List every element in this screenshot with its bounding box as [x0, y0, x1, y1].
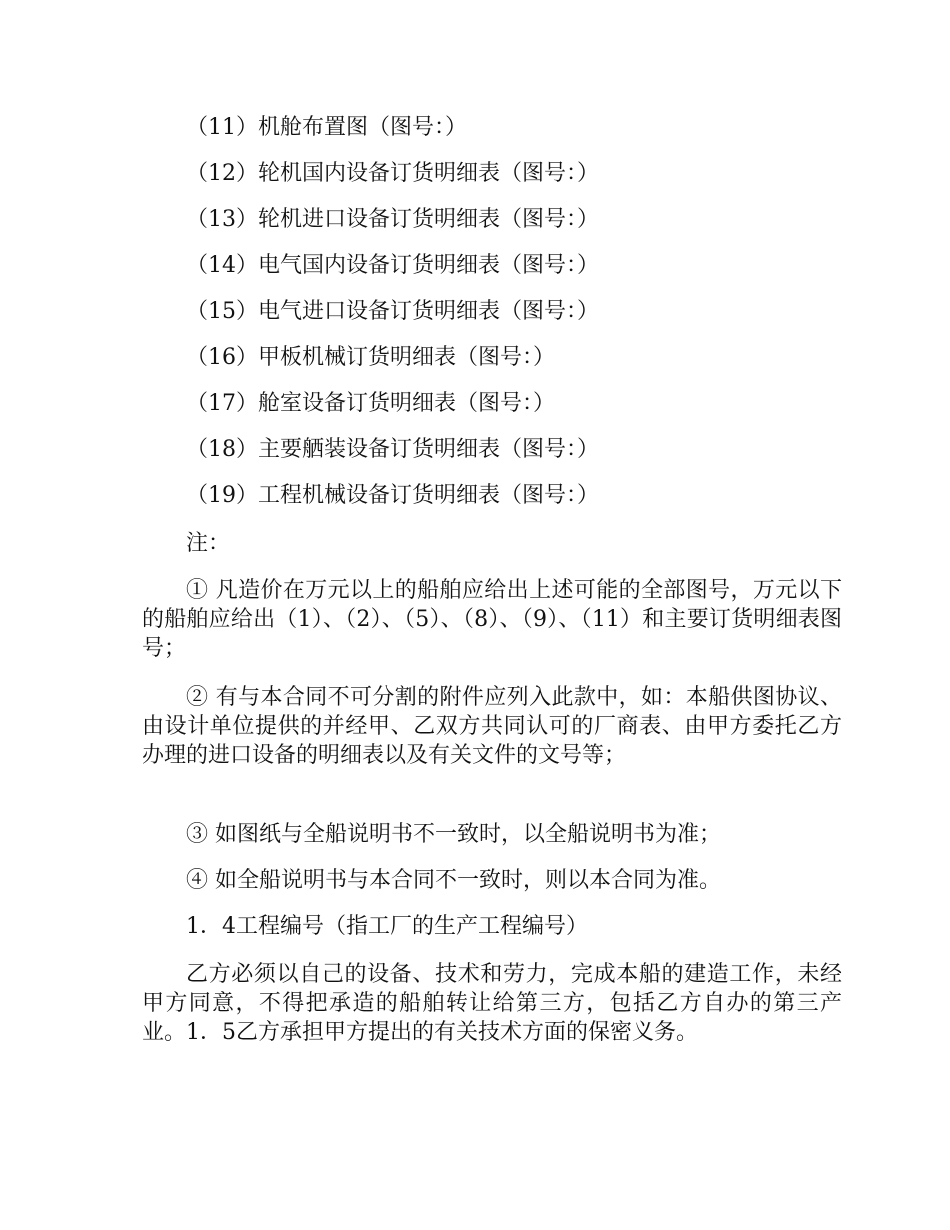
note-paragraph-1: ① 凡造价在万元以上的船舶应给出上述可能的全部图号，万元以下的船舶应给出（1）、（2）、（5）、（8）、（9）、（11）和主要订货明细表图号；	[142, 578, 842, 661]
list-item-12: （12）轮机国内设备订货明细表（图号：）	[186, 161, 599, 186]
note-paragraph-2: ② 有与本合同不可分割的附件应列入此款中，如：本船供图协议、由设计单位提供的并经甲、乙双方共同认可的厂商表、由甲方委托乙方办理的进口设备的明细表以及有关文件的文号等；	[142, 685, 842, 768]
list-item-16: （16）甲板机械订货明细表（图号：）	[186, 345, 555, 370]
note-paragraph-4: ④ 如全船说明书与本合同不一致时，则以本合同为准。	[186, 868, 721, 893]
body-paragraph: 乙方必须以自己的设备、技术和劳力，完成本船的建造工作，未经甲方同意，不得把承造的船舶转让给第三方，包括乙方自办的第三产业。1．5乙方承担甲方提出的有关技术方面的保密义务。	[142, 962, 842, 1045]
note-paragraph-3: ③ 如图纸与全船说明书不一致时，以全船说明书为准；	[186, 822, 721, 847]
list-item-15: （15）电气进口设备订货明细表（图号：）	[186, 299, 599, 324]
list-item-13: （13）轮机进口设备订货明细表（图号：）	[186, 207, 599, 232]
list-item-14: （14）电气国内设备订货明细表（图号：）	[186, 253, 599, 278]
list-item-17: （17）舱室设备订货明细表（图号：）	[186, 391, 555, 416]
list-item-18: （18）主要舾装设备订货明细表（图号：）	[186, 437, 599, 462]
note-label: 注：	[186, 531, 231, 556]
section-heading: 1．4工程编号（指工厂的生产工程编号）	[186, 914, 588, 939]
list-item-19: （19）工程机械设备订货明细表（图号：）	[186, 483, 599, 508]
list-item-11: （11）机舱布置图（图号：）	[186, 115, 467, 140]
